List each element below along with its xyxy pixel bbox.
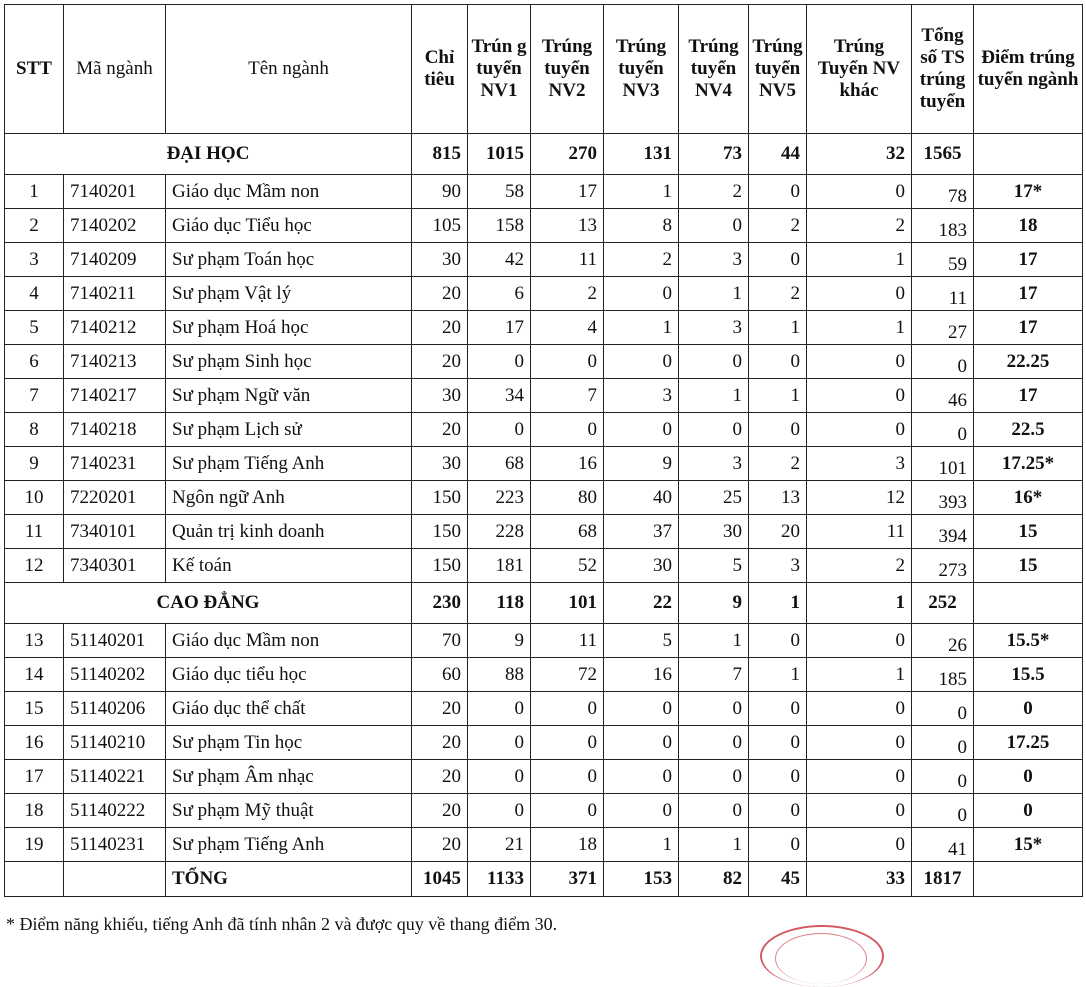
cell-nv4: 0 [679, 209, 749, 243]
cell-nv-khac: 12 [807, 481, 912, 515]
cell-nv-khac: 0 [807, 726, 912, 760]
cell-nv1: 223 [468, 481, 531, 515]
cell-ma-nganh: 7340101 [64, 515, 166, 549]
cell-ma-nganh: 51140206 [64, 692, 166, 726]
grand-total-tong: 1817 [912, 862, 974, 897]
cell-nv5: 2 [749, 209, 807, 243]
cell-nv-khac: 0 [807, 413, 912, 447]
cell-nv3: 0 [604, 277, 679, 311]
cell-nv-khac: 0 [807, 624, 912, 658]
cell-nv-khac: 0 [807, 760, 912, 794]
section-label: CAO ĐẲNG [5, 583, 412, 624]
cell-diem: 0 [974, 794, 1083, 828]
section-total-nv4: 9 [679, 583, 749, 624]
section-total-nv-khac: 1 [807, 583, 912, 624]
table-row [5, 175, 1083, 209]
cell-chi-tieu: 90 [412, 175, 468, 209]
cell-nv3: 1 [604, 828, 679, 862]
cell-diem: 17 [974, 277, 1083, 311]
cell-nv5: 0 [749, 828, 807, 862]
section-row [5, 583, 1083, 624]
cell-nv1: 0 [468, 760, 531, 794]
cell-nv2: 13 [531, 209, 604, 243]
table-row [5, 624, 1083, 658]
cell-ten-nganh: Giáo dục tiểu học [166, 658, 412, 692]
cell-nv-khac: 1 [807, 658, 912, 692]
cell-nv1: 17 [468, 311, 531, 345]
cell-tong: 273 [912, 549, 974, 583]
cell-nv1: 68 [468, 447, 531, 481]
cell-diem: 16* [974, 481, 1083, 515]
cell-ten-nganh: Sư phạm Âm nhạc [166, 760, 412, 794]
header-tong-so: Tổng số TS trúng tuyển [912, 5, 974, 134]
cell-tong: 59 [912, 243, 974, 277]
cell-chi-tieu: 20 [412, 828, 468, 862]
cell-nv-khac: 0 [807, 175, 912, 209]
cell-nv3: 0 [604, 760, 679, 794]
cell-nv4: 2 [679, 175, 749, 209]
table-row [5, 209, 1083, 243]
section-total-chi-tieu: 230 [412, 583, 468, 624]
cell-ma-nganh: 51140221 [64, 760, 166, 794]
cell-stt: 16 [5, 726, 64, 760]
cell-tong: 185 [912, 658, 974, 692]
cell-nv4: 0 [679, 794, 749, 828]
cell-diem: 17 [974, 243, 1083, 277]
cell-nv5: 0 [749, 794, 807, 828]
cell-chi-tieu: 20 [412, 760, 468, 794]
table-row [5, 277, 1083, 311]
section-total-nv-khac: 32 [807, 134, 912, 175]
cell-chi-tieu: 150 [412, 549, 468, 583]
table-row [5, 760, 1083, 794]
section-total-chi-tieu: 815 [412, 134, 468, 175]
header-nv2: Trúng tuyển NV2 [531, 5, 604, 134]
cell-stt: 3 [5, 243, 64, 277]
cell-tong: 46 [912, 379, 974, 413]
cell-ten-nganh: Sư phạm Vật lý [166, 277, 412, 311]
cell-nv-khac: 2 [807, 209, 912, 243]
cell-nv4: 0 [679, 692, 749, 726]
cell-nv2: 0 [531, 413, 604, 447]
section-total-tong: 1565 [912, 134, 974, 175]
cell-nv5: 0 [749, 345, 807, 379]
table-row [5, 243, 1083, 277]
section-row [5, 134, 1083, 175]
cell-chi-tieu: 30 [412, 447, 468, 481]
cell-nv2: 17 [531, 175, 604, 209]
cell-nv3: 5 [604, 624, 679, 658]
cell-tong: 101 [912, 447, 974, 481]
cell-nv3: 30 [604, 549, 679, 583]
grand-total-nv4: 82 [679, 862, 749, 897]
cell-ten-nganh: Giáo dục thể chất [166, 692, 412, 726]
cell-diem: 17.25* [974, 447, 1083, 481]
cell-ten-nganh: Sư phạm Lịch sử [166, 413, 412, 447]
cell-stt: 1 [5, 175, 64, 209]
table-row [5, 549, 1083, 583]
section-total-nv3: 131 [604, 134, 679, 175]
cell-ten-nganh: Sư phạm Toán học [166, 243, 412, 277]
cell-nv1: 0 [468, 726, 531, 760]
cell-ma-nganh: 7140217 [64, 379, 166, 413]
table-row [5, 413, 1083, 447]
cell-ten-nganh: Sư phạm Tiếng Anh [166, 447, 412, 481]
cell-tong: 393 [912, 481, 974, 515]
cell-diem: 22.25 [974, 345, 1083, 379]
table-row [5, 515, 1083, 549]
cell-nv-khac: 0 [807, 345, 912, 379]
table-row [5, 311, 1083, 345]
cell-diem: 18 [974, 209, 1083, 243]
header-ma-nganh: Mã ngành [64, 5, 166, 134]
cell-ten-nganh: Quản trị kinh doanh [166, 515, 412, 549]
cell-stt: 7 [5, 379, 64, 413]
cell-nv-khac: 1 [807, 243, 912, 277]
cell-nv1: 42 [468, 243, 531, 277]
cell-nv1: 181 [468, 549, 531, 583]
cell-nv3: 9 [604, 447, 679, 481]
cell-nv-khac: 0 [807, 692, 912, 726]
cell-diem: 17.25 [974, 726, 1083, 760]
cell-ma-nganh: 51140222 [64, 794, 166, 828]
admission-results-table [4, 4, 1083, 897]
cell-chi-tieu: 30 [412, 243, 468, 277]
cell-nv3: 1 [604, 175, 679, 209]
section-total-nv1: 1015 [468, 134, 531, 175]
cell-nv5: 0 [749, 413, 807, 447]
cell-stt: 9 [5, 447, 64, 481]
grand-total-nv2: 371 [531, 862, 604, 897]
cell-nv4: 1 [679, 624, 749, 658]
grand-total-nv3: 153 [604, 862, 679, 897]
cell-tong: 0 [912, 760, 974, 794]
cell-nv3: 0 [604, 413, 679, 447]
cell-nv2: 11 [531, 624, 604, 658]
cell-nv1: 58 [468, 175, 531, 209]
cell-nv5: 1 [749, 379, 807, 413]
table-row [5, 379, 1083, 413]
cell-tong: 394 [912, 515, 974, 549]
table-row [5, 658, 1083, 692]
cell-chi-tieu: 105 [412, 209, 468, 243]
cell-nv-khac: 0 [807, 794, 912, 828]
cell-nv5: 2 [749, 277, 807, 311]
cell-stt: 8 [5, 413, 64, 447]
cell-nv2: 0 [531, 345, 604, 379]
cell-nv-khac: 11 [807, 515, 912, 549]
cell-stt: 19 [5, 828, 64, 862]
cell-nv5: 0 [749, 624, 807, 658]
section-total-nv2: 270 [531, 134, 604, 175]
cell-ten-nganh: Sư phạm Tin học [166, 726, 412, 760]
cell-nv4: 7 [679, 658, 749, 692]
cell-nv2: 11 [531, 243, 604, 277]
cell-tong: 27 [912, 311, 974, 345]
cell-tong: 0 [912, 726, 974, 760]
cell-ma-nganh: 51140231 [64, 828, 166, 862]
cell-nv5: 1 [749, 658, 807, 692]
cell-nv5: 1 [749, 311, 807, 345]
table-body [5, 134, 1083, 897]
footnote: * Điểm năng khiếu, tiếng Anh đã tính nhân 2 và được quy về thang điểm 30. [6, 914, 558, 934]
table-row [5, 726, 1083, 760]
section-total-diem [974, 583, 1083, 624]
cell-chi-tieu: 20 [412, 413, 468, 447]
cell-nv4: 0 [679, 726, 749, 760]
grand-total-stt [5, 862, 64, 897]
cell-nv3: 0 [604, 692, 679, 726]
cell-ma-nganh: 7140218 [64, 413, 166, 447]
cell-stt: 15 [5, 692, 64, 726]
grand-total-nv-khac: 33 [807, 862, 912, 897]
cell-ten-nganh: Sư phạm Sinh học [166, 345, 412, 379]
cell-diem: 15* [974, 828, 1083, 862]
cell-chi-tieu: 20 [412, 277, 468, 311]
header-nv-khac: Trúng Tuyển NV khác [807, 5, 912, 134]
section-total-nv5: 1 [749, 583, 807, 624]
cell-nv2: 4 [531, 311, 604, 345]
cell-nv1: 9 [468, 624, 531, 658]
cell-nv-khac: 1 [807, 311, 912, 345]
cell-nv3: 0 [604, 794, 679, 828]
cell-stt: 13 [5, 624, 64, 658]
cell-ma-nganh: 7220201 [64, 481, 166, 515]
cell-chi-tieu: 20 [412, 345, 468, 379]
cell-nv3: 3 [604, 379, 679, 413]
section-label: ĐẠI HỌC [5, 134, 412, 175]
cell-nv4: 3 [679, 447, 749, 481]
cell-ten-nganh: Giáo dục Tiểu học [166, 209, 412, 243]
cell-tong: 11 [912, 277, 974, 311]
cell-stt: 18 [5, 794, 64, 828]
cell-tong: 183 [912, 209, 974, 243]
cell-nv1: 0 [468, 692, 531, 726]
cell-tong: 0 [912, 413, 974, 447]
cell-ma-nganh: 7140211 [64, 277, 166, 311]
cell-nv4: 1 [679, 277, 749, 311]
cell-nv2: 52 [531, 549, 604, 583]
cell-nv2: 68 [531, 515, 604, 549]
cell-tong: 0 [912, 794, 974, 828]
section-total-nv1: 118 [468, 583, 531, 624]
cell-nv4: 3 [679, 243, 749, 277]
grand-total-nv5: 45 [749, 862, 807, 897]
cell-nv5: 0 [749, 760, 807, 794]
cell-nv5: 3 [749, 549, 807, 583]
grand-total-chi-tieu: 1045 [412, 862, 468, 897]
cell-ma-nganh: 7140213 [64, 345, 166, 379]
cell-nv3: 1 [604, 311, 679, 345]
cell-ma-nganh: 7140209 [64, 243, 166, 277]
cell-tong: 41 [912, 828, 974, 862]
cell-nv1: 34 [468, 379, 531, 413]
cell-ma-nganh: 7140231 [64, 447, 166, 481]
cell-nv-khac: 0 [807, 379, 912, 413]
grand-total-ma [64, 862, 166, 897]
cell-chi-tieu: 60 [412, 658, 468, 692]
table-row [5, 692, 1083, 726]
cell-diem: 0 [974, 760, 1083, 794]
cell-nv4: 0 [679, 413, 749, 447]
cell-chi-tieu: 20 [412, 726, 468, 760]
header-nv4: Trúng tuyển NV4 [679, 5, 749, 134]
cell-stt: 12 [5, 549, 64, 583]
cell-chi-tieu: 150 [412, 515, 468, 549]
cell-diem: 0 [974, 692, 1083, 726]
cell-nv2: 0 [531, 726, 604, 760]
cell-nv1: 228 [468, 515, 531, 549]
cell-nv4: 3 [679, 311, 749, 345]
cell-ten-nganh: Giáo dục Mầm non [166, 175, 412, 209]
cell-chi-tieu: 30 [412, 379, 468, 413]
cell-chi-tieu: 20 [412, 794, 468, 828]
cell-ma-nganh: 51140210 [64, 726, 166, 760]
cell-ma-nganh: 51140202 [64, 658, 166, 692]
header-nv5: Trúng tuyển NV5 [749, 5, 807, 134]
table-row [5, 828, 1083, 862]
cell-nv1: 0 [468, 794, 531, 828]
cell-ma-nganh: 7140202 [64, 209, 166, 243]
cell-nv1: 6 [468, 277, 531, 311]
cell-nv3: 2 [604, 243, 679, 277]
cell-nv3: 0 [604, 345, 679, 379]
cell-ten-nganh: Sư phạm Mỹ thuật [166, 794, 412, 828]
cell-chi-tieu: 20 [412, 311, 468, 345]
cell-nv2: 16 [531, 447, 604, 481]
cell-stt: 6 [5, 345, 64, 379]
cell-nv4: 30 [679, 515, 749, 549]
cell-ma-nganh: 7140212 [64, 311, 166, 345]
cell-tong: 0 [912, 345, 974, 379]
header-diem: Điểm trúng tuyển ngành [974, 5, 1083, 134]
cell-nv2: 7 [531, 379, 604, 413]
cell-ma-nganh: 51140201 [64, 624, 166, 658]
cell-nv4: 0 [679, 760, 749, 794]
cell-chi-tieu: 70 [412, 624, 468, 658]
cell-nv5: 0 [749, 243, 807, 277]
cell-nv2: 2 [531, 277, 604, 311]
cell-stt: 14 [5, 658, 64, 692]
cell-stt: 5 [5, 311, 64, 345]
table-row [5, 794, 1083, 828]
cell-diem: 15.5* [974, 624, 1083, 658]
cell-ten-nganh: Giáo dục Mầm non [166, 624, 412, 658]
cell-nv-khac: 0 [807, 277, 912, 311]
cell-nv4: 5 [679, 549, 749, 583]
grand-total-nv1: 1133 [468, 862, 531, 897]
cell-chi-tieu: 150 [412, 481, 468, 515]
cell-stt: 4 [5, 277, 64, 311]
cell-ten-nganh: Kế toán [166, 549, 412, 583]
cell-nv5: 0 [749, 692, 807, 726]
cell-nv2: 0 [531, 760, 604, 794]
table-row [5, 481, 1083, 515]
cell-nv5: 20 [749, 515, 807, 549]
seal-stamp-inner [775, 933, 867, 984]
header-nv3: Trúng tuyển NV3 [604, 5, 679, 134]
header-chi-tieu: Chỉ tiêu [412, 5, 468, 134]
cell-nv-khac: 2 [807, 549, 912, 583]
section-total-tong: 252 [912, 583, 974, 624]
cell-nv5: 0 [749, 726, 807, 760]
grand-total-diem [974, 862, 1083, 897]
cell-diem: 17 [974, 379, 1083, 413]
cell-nv1: 21 [468, 828, 531, 862]
section-total-nv3: 22 [604, 583, 679, 624]
cell-nv3: 37 [604, 515, 679, 549]
cell-nv4: 1 [679, 828, 749, 862]
cell-stt: 17 [5, 760, 64, 794]
cell-tong: 26 [912, 624, 974, 658]
cell-ten-nganh: Sư phạm Hoá học [166, 311, 412, 345]
cell-stt: 11 [5, 515, 64, 549]
cell-nv5: 2 [749, 447, 807, 481]
cell-ten-nganh: Sư phạm Tiếng Anh [166, 828, 412, 862]
table-row [5, 345, 1083, 379]
cell-diem: 15.5 [974, 658, 1083, 692]
section-total-diem [974, 134, 1083, 175]
cell-nv2: 0 [531, 692, 604, 726]
section-total-nv2: 101 [531, 583, 604, 624]
cell-diem: 17 [974, 311, 1083, 345]
cell-nv1: 158 [468, 209, 531, 243]
cell-tong: 0 [912, 692, 974, 726]
cell-nv3: 16 [604, 658, 679, 692]
grand-total-row [5, 862, 1083, 897]
header-nv1: Trún g tuyển NV1 [468, 5, 531, 134]
cell-nv1: 0 [468, 413, 531, 447]
cell-chi-tieu: 20 [412, 692, 468, 726]
cell-nv1: 0 [468, 345, 531, 379]
header-row [5, 5, 1083, 134]
cell-ten-nganh: Ngôn ngữ Anh [166, 481, 412, 515]
cell-diem: 17* [974, 175, 1083, 209]
cell-nv2: 18 [531, 828, 604, 862]
cell-diem: 15 [974, 515, 1083, 549]
header-ten-nganh: Tên ngành [166, 5, 412, 134]
cell-stt: 2 [5, 209, 64, 243]
section-total-nv4: 73 [679, 134, 749, 175]
cell-nv-khac: 0 [807, 828, 912, 862]
cell-nv2: 72 [531, 658, 604, 692]
cell-ma-nganh: 7340301 [64, 549, 166, 583]
cell-nv2: 0 [531, 794, 604, 828]
cell-ma-nganh: 7140201 [64, 175, 166, 209]
cell-nv2: 80 [531, 481, 604, 515]
cell-diem: 15 [974, 549, 1083, 583]
cell-nv1: 88 [468, 658, 531, 692]
cell-nv5: 13 [749, 481, 807, 515]
cell-nv3: 8 [604, 209, 679, 243]
cell-nv4: 0 [679, 345, 749, 379]
cell-tong: 78 [912, 175, 974, 209]
cell-stt: 10 [5, 481, 64, 515]
cell-nv3: 40 [604, 481, 679, 515]
section-total-nv5: 44 [749, 134, 807, 175]
header-stt: STT [5, 5, 64, 134]
cell-ten-nganh: Sư phạm Ngữ văn [166, 379, 412, 413]
cell-nv-khac: 3 [807, 447, 912, 481]
cell-nv3: 0 [604, 726, 679, 760]
grand-total-label: TỔNG [166, 862, 412, 897]
cell-nv5: 0 [749, 175, 807, 209]
cell-nv4: 25 [679, 481, 749, 515]
cell-diem: 22.5 [974, 413, 1083, 447]
cell-nv4: 1 [679, 379, 749, 413]
table-row [5, 447, 1083, 481]
